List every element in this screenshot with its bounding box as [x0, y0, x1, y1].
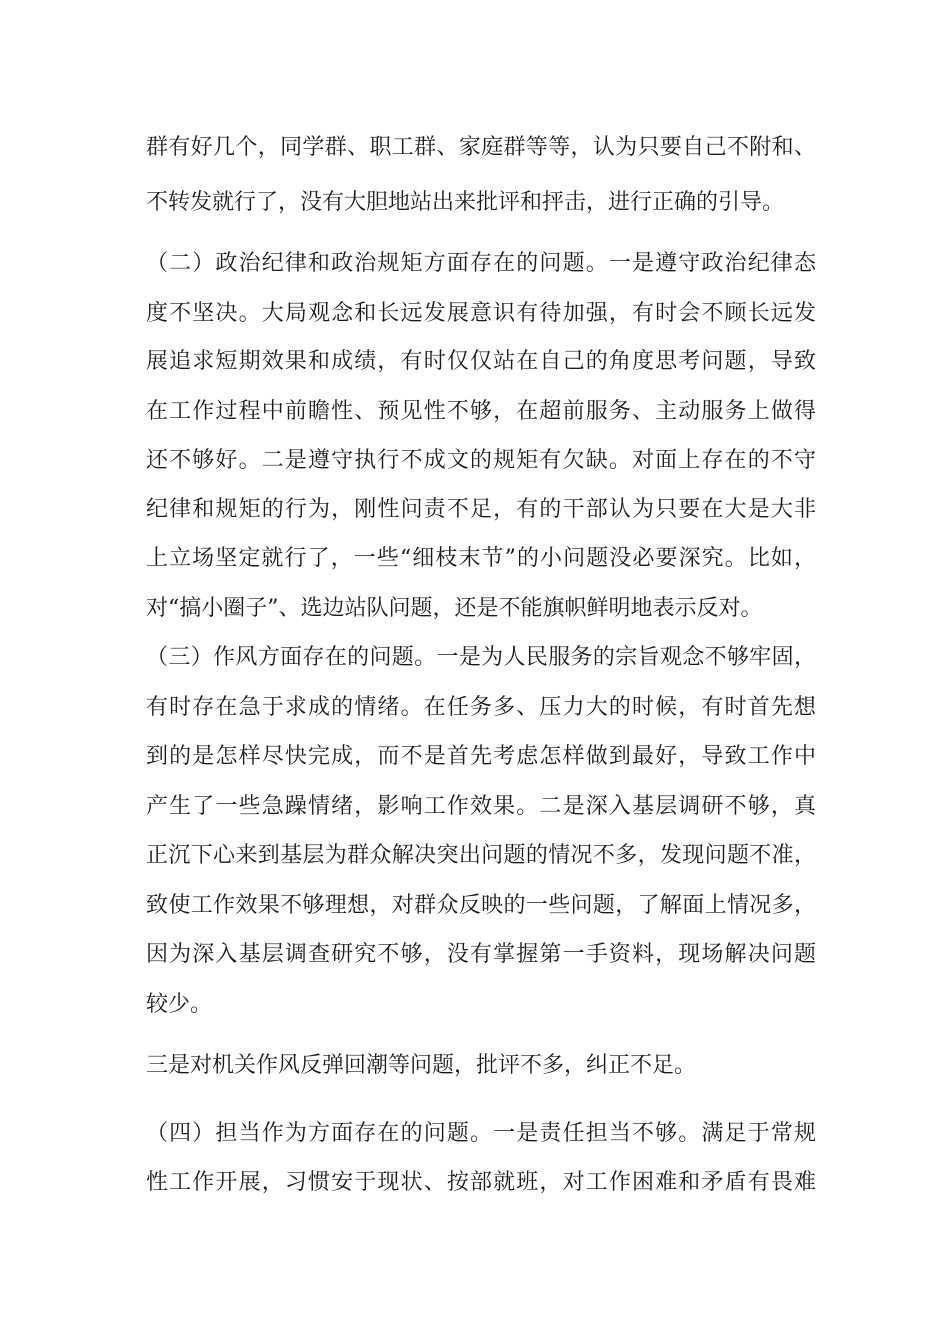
text-line: 还不够好。二是遵守执行不成文的规矩有欠缺。对面上存在的不守 [146, 448, 816, 473]
text-line: 上立场坚定就行了，一些“细枝末节”的小问题没必要深究。比如， [146, 546, 816, 571]
text-line: 因为深入基层调查研究不够，没有掌握第一手资料，现场解决问题 [146, 942, 816, 967]
text-line: 对“搞小圈子”、选边站队问题，还是不能旗帜鲜明地表示反对。 [146, 596, 763, 621]
text-line: 正沉下心来到基层为群众解决突出问题的情况不多，发现问题不准， [146, 843, 816, 868]
text-line: 有时存在急于求成的情绪。在任务多、压力大的时候，有时首先想 [146, 695, 816, 720]
text-line: （三）作风方面存在的问题。一是为人民服务的宗旨观念不够牢固， [146, 645, 816, 670]
text-line: （四）担当作为方面存在的问题。一是责任担当不够。满足于常规 [146, 1121, 816, 1146]
text-line: 三是对机关作风反弹回潮等问题，批评不多，纠正不足。 [146, 1053, 697, 1078]
text-line: 展追求短期效果和成绩，有时仅仅站在自己的角度思考问题，导致 [146, 349, 816, 374]
text-line: 较少。 [146, 992, 213, 1017]
text-line: 在工作过程中前瞻性、预见性不够，在超前服务、主动服务上做得 [146, 399, 816, 424]
text-line: 群有好几个，同学群、职工群、家庭群等等，认为只要自己不附和、 [146, 135, 816, 160]
text-line: 性工作开展，习惯安于现状、按部就班，对工作困难和矛盾有畏难 [146, 1170, 816, 1195]
text-line: 产生了一些急躁情绪，影响工作效果。二是深入基层调研不够，真 [146, 794, 816, 819]
text-line: 到的是怎样尽快完成，而不是首先考虑怎样做到最好，导致工作中 [146, 744, 816, 769]
text-line: 不转发就行了，没有大胆地站出来批评和抨击，进行正确的引导。 [146, 190, 785, 215]
text-line: 致使工作效果不够理想，对群众反映的一些问题，了解面上情况多， [146, 893, 816, 918]
text-line: （二）政治纪律和政治规矩方面存在的问题。一是遵守政治纪律态 [146, 251, 816, 276]
text-line: 纪律和规矩的行为，刚性问责不足，有的干部认为只要在大是大非 [146, 497, 816, 522]
text-line: 度不坚决。大局观念和长远发展意识有待加强，有时会不顾长远发 [146, 301, 816, 326]
